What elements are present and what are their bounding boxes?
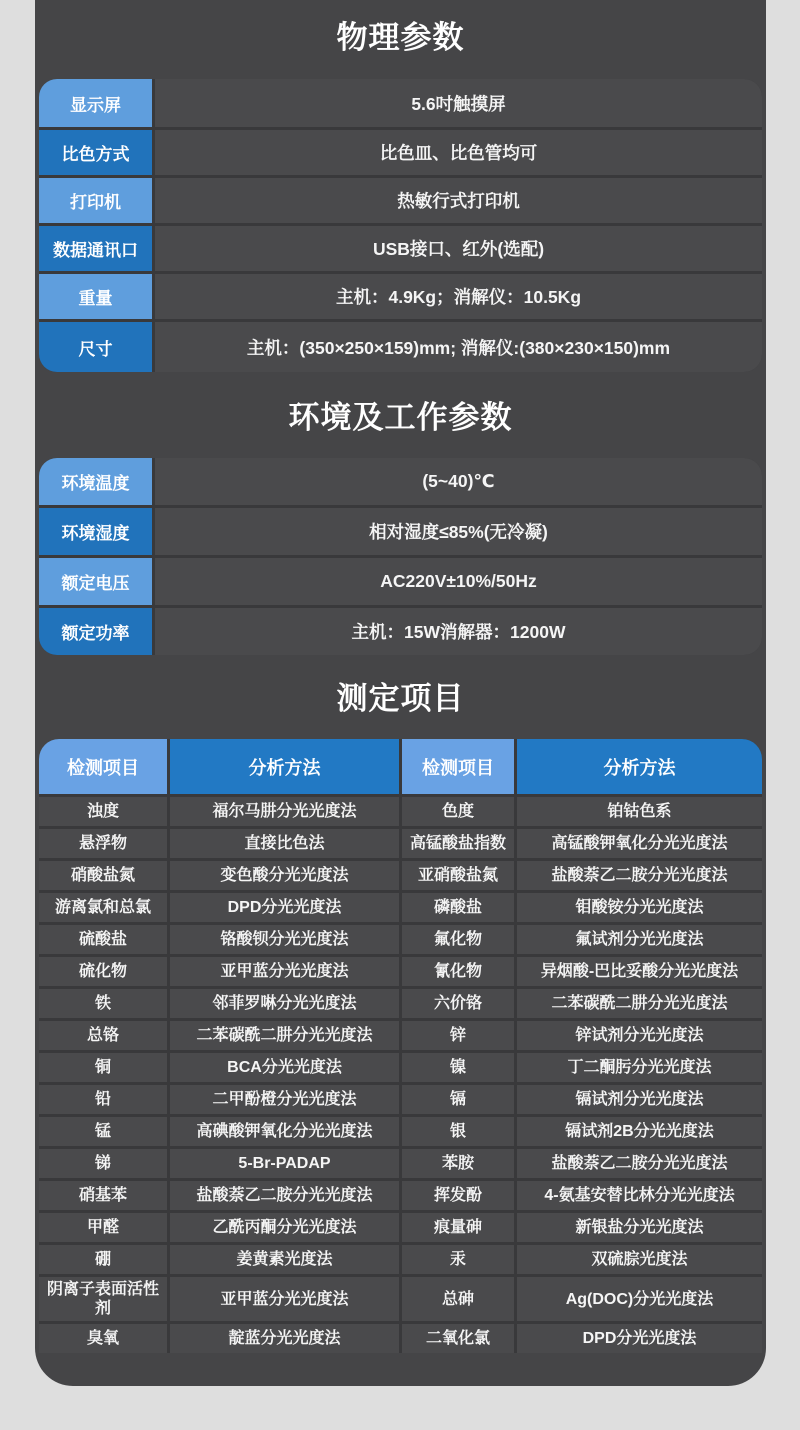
- cell-method-right: 钼酸铵分光光度法: [517, 893, 762, 922]
- measurement-table-row: [39, 925, 762, 954]
- spec-label: 环境湿度: [39, 508, 152, 555]
- cell-method-right: 新银盐分光光度法: [517, 1213, 762, 1242]
- cell-method-left: 姜黄素光度法: [170, 1245, 399, 1274]
- cell-item-right: 锌: [402, 1021, 514, 1050]
- cell-item-right: 银: [402, 1117, 514, 1146]
- spec-value: 主机：(350×250×159)mm; 消解仪:(380×230×150)mm: [155, 322, 762, 372]
- cell-item-right: 氟化物: [402, 925, 514, 954]
- cell-method-left: 亚甲蓝分光光度法: [170, 1277, 399, 1321]
- measurement-table-row: [39, 1149, 762, 1178]
- measurement-table-row: [39, 797, 762, 826]
- cell-item-right: 色度: [402, 797, 514, 826]
- spec-sheet-panel: [35, 0, 766, 1386]
- cell-item-left: 硝基苯: [39, 1181, 167, 1210]
- spec-value: (5~40)℃: [155, 458, 762, 505]
- cell-item-left: 硝酸盐氮: [39, 861, 167, 890]
- measurement-table-row: [39, 829, 762, 858]
- section-title-physical: 物理参数: [336, 20, 465, 55]
- measurement-table-header: [39, 739, 762, 794]
- cell-item-left: 悬浮物: [39, 829, 167, 858]
- measurement-table-row: [39, 1085, 762, 1114]
- cell-method-left: 铬酸钡分光光度法: [170, 925, 399, 954]
- cell-item-right: 镍: [402, 1053, 514, 1082]
- spec-value: 热敏行式打印机: [155, 178, 762, 223]
- cell-method-left: 二苯碳酰二肼分光光度法: [170, 1021, 399, 1050]
- cell-method-right: 丁二酮肟分光光度法: [517, 1053, 762, 1082]
- cell-item-right: 总砷: [402, 1277, 514, 1321]
- cell-method-left: 邻菲罗啉分光光度法: [170, 989, 399, 1018]
- cell-item-left: 臭氧: [39, 1324, 167, 1353]
- section-title-measurement: 测定项目: [336, 681, 465, 716]
- spec-value: 比色皿、比色管均可: [155, 130, 762, 175]
- cell-item-right: 六价铬: [402, 989, 514, 1018]
- measurement-table-row: [39, 1213, 762, 1242]
- cell-item-left: 甲醛: [39, 1213, 167, 1242]
- spec-value: 主机：4.9Kg；消解仪：10.5Kg: [155, 274, 762, 319]
- measurement-table-row: [39, 861, 762, 890]
- cell-method-right: 双硫腙光度法: [517, 1245, 762, 1274]
- cell-method-right: 镉试剂分光光度法: [517, 1085, 762, 1114]
- cell-method-right: 高锰酸钾氧化分光光度法: [517, 829, 762, 858]
- header-cell-item-left: 检测项目: [39, 739, 167, 794]
- measurement-table-row: [39, 989, 762, 1018]
- spec-row: [39, 79, 762, 127]
- spec-value: 5.6吋触摸屏: [155, 79, 762, 127]
- cell-method-left: 靛蓝分光光度法: [170, 1324, 399, 1353]
- cell-method-left: 5-Br-PADAP: [170, 1149, 399, 1178]
- spec-value: 相对湿度≤85%(无冷凝): [155, 508, 762, 555]
- cell-method-right: 异烟酸-巴比妥酸分光光度法: [517, 957, 762, 986]
- measurement-table-row: [39, 1021, 762, 1050]
- cell-item-right: 磷酸盐: [402, 893, 514, 922]
- cell-method-left: 亚甲蓝分光光度法: [170, 957, 399, 986]
- cell-item-right: 苯胺: [402, 1149, 514, 1178]
- cell-item-left: 游离氯和总氯: [39, 893, 167, 922]
- measurement-table-row: [39, 893, 762, 922]
- spec-label: 环境温度: [39, 458, 152, 505]
- measurement-table-row: [39, 1181, 762, 1210]
- cell-method-left: 变色酸分光光度法: [170, 861, 399, 890]
- cell-method-left: DPD分光光度法: [170, 893, 399, 922]
- spec-value: 主机：15W消解器：1200W: [155, 608, 762, 655]
- cell-item-right: 汞: [402, 1245, 514, 1274]
- cell-method-left: 福尔马肼分光光度法: [170, 797, 399, 826]
- cell-item-left: 硼: [39, 1245, 167, 1274]
- environment-params-table: [39, 458, 762, 655]
- header-cell-method-left: 分析方法: [170, 739, 399, 794]
- spec-row: [39, 130, 762, 175]
- cell-method-right: 4-氨基安替比林分光光度法: [517, 1181, 762, 1210]
- cell-method-right: 盐酸萘乙二胺分光光度法: [517, 1149, 762, 1178]
- spec-value: USB接口、红外(选配): [155, 226, 762, 271]
- spec-label: 额定功率: [39, 608, 152, 655]
- cell-item-left: 阴离子表面活性剂: [39, 1277, 167, 1321]
- spec-row: [39, 274, 762, 319]
- spec-label: 额定电压: [39, 558, 152, 605]
- measurement-table-row: [39, 1324, 762, 1353]
- spec-row: [39, 458, 762, 505]
- spec-row: [39, 558, 762, 605]
- cell-item-right: 高锰酸盐指数: [402, 829, 514, 858]
- header-cell-item-right: 检测项目: [402, 739, 514, 794]
- cell-method-right: 二苯碳酰二肼分光光度法: [517, 989, 762, 1018]
- measurement-table-row: [39, 1053, 762, 1082]
- cell-method-left: 盐酸萘乙二胺分光光度法: [170, 1181, 399, 1210]
- cell-item-left: 铜: [39, 1053, 167, 1082]
- cell-item-left: 锑: [39, 1149, 167, 1178]
- spec-label: 比色方式: [39, 130, 152, 175]
- spec-row: [39, 608, 762, 655]
- cell-method-left: BCA分光光度法: [170, 1053, 399, 1082]
- cell-item-right: 亚硝酸盐氮: [402, 861, 514, 890]
- header-cell-method-right: 分析方法: [517, 739, 762, 794]
- cell-item-left: 浊度: [39, 797, 167, 826]
- cell-method-right: 锌试剂分光光度法: [517, 1021, 762, 1050]
- cell-method-right: 氟试剂分光光度法: [517, 925, 762, 954]
- cell-item-right: 镉: [402, 1085, 514, 1114]
- section-title-environment: 环境及工作参数: [288, 400, 513, 435]
- spec-row: [39, 508, 762, 555]
- cell-method-right: Ag(DOC)分光光度法: [517, 1277, 762, 1321]
- cell-method-right: 铂钴色系: [517, 797, 762, 826]
- cell-item-left: 锰: [39, 1117, 167, 1146]
- cell-method-left: 二甲酚橙分光光度法: [170, 1085, 399, 1114]
- measurement-table-row: [39, 1277, 762, 1321]
- spec-row: [39, 226, 762, 271]
- physical-params-table: [39, 79, 762, 372]
- spec-row: [39, 178, 762, 223]
- cell-item-right: 二氧化氯: [402, 1324, 514, 1353]
- spec-label: 重量: [39, 274, 152, 319]
- cell-item-left: 铅: [39, 1085, 167, 1114]
- cell-item-right: 氰化物: [402, 957, 514, 986]
- cell-item-left: 总铬: [39, 1021, 167, 1050]
- spec-label: 数据通讯口: [39, 226, 152, 271]
- cell-item-left: 硫酸盐: [39, 925, 167, 954]
- cell-method-left: 直接比色法: [170, 829, 399, 858]
- spec-label: 尺寸: [39, 322, 152, 372]
- cell-item-left: 硫化物: [39, 957, 167, 986]
- measurement-table-row: [39, 1117, 762, 1146]
- cell-method-left: 高碘酸钾氧化分光光度法: [170, 1117, 399, 1146]
- cell-item-right: 痕量砷: [402, 1213, 514, 1242]
- spec-value: AC220V±10%/50Hz: [155, 558, 762, 605]
- measurement-table-row: [39, 957, 762, 986]
- spec-label: 显示屏: [39, 79, 152, 127]
- cell-item-left: 铁: [39, 989, 167, 1018]
- measurement-items-table: [39, 739, 762, 1353]
- measurement-table-row: [39, 1245, 762, 1274]
- cell-method-right: DPD分光光度法: [517, 1324, 762, 1353]
- cell-item-right: 挥发酚: [402, 1181, 514, 1210]
- cell-method-right: 盐酸萘乙二胺分光光度法: [517, 861, 762, 890]
- spec-label: 打印机: [39, 178, 152, 223]
- spec-row: [39, 322, 762, 372]
- cell-method-left: 乙酰丙酮分光光度法: [170, 1213, 399, 1242]
- cell-method-right: 镉试剂2B分光光度法: [517, 1117, 762, 1146]
